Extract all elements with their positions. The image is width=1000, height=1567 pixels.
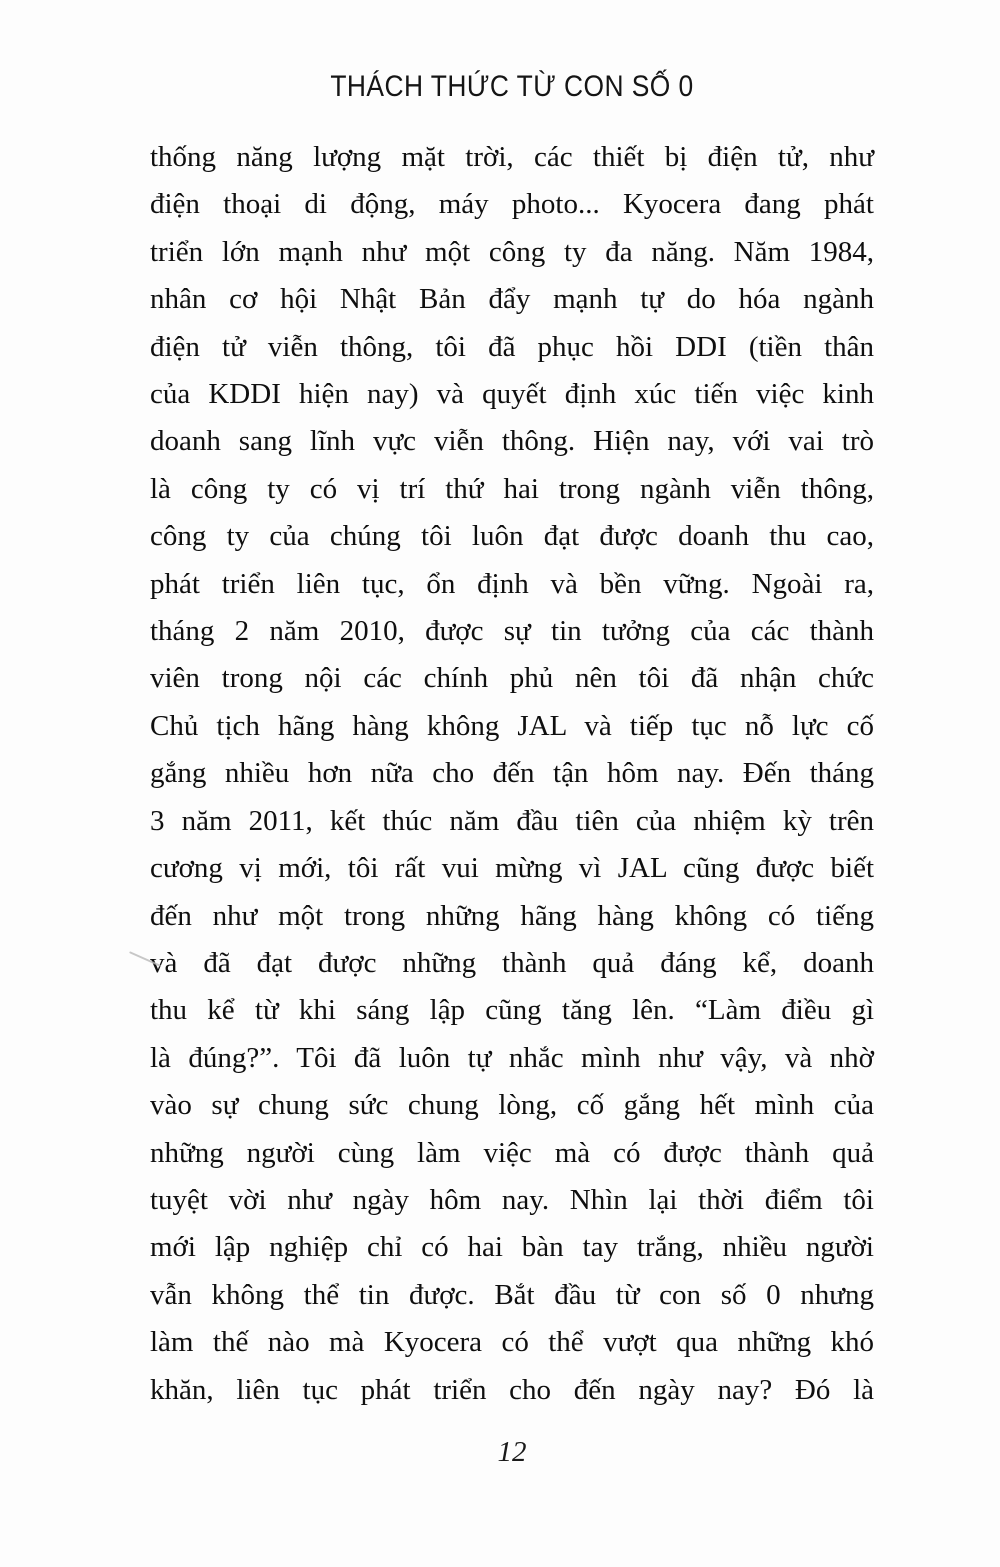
text-line: doanh sang lĩnh vực viễn thông. Hiện nay, với vai trò [150, 425, 874, 458]
text-line: triển lớn mạnh như một công ty đa năng. Năm 1984, [150, 235, 874, 268]
text-line: làm thế nào mà Kyocera có thể vượt qua những khó [150, 1326, 874, 1359]
body-text [150, 134, 874, 1414]
text-line: là đúng?”. Tôi đã luôn tự nhắc mình như vậy, và nhờ [150, 1041, 874, 1074]
text-line: khăn, liên tục phát triển cho đến ngày nay? Đó là [150, 1373, 874, 1406]
text-line: là công ty có vị trí thứ hai trong ngành viễn thông, [150, 472, 874, 505]
text-line: viên trong nội các chính phủ nên tôi đã nhận chức [150, 662, 874, 695]
text-line: vẫn không thể tin được. Bắt đầu từ con số 0 nhưng [150, 1278, 874, 1311]
text-line: mới lập nghiệp chỉ có hai bàn tay trắng, nhiều người [150, 1231, 874, 1264]
text-line: những người cùng làm việc mà có được thành quả [150, 1136, 874, 1169]
text-line: điện tử viễn thông, tôi đã phục hồi DDI (tiền thân [150, 330, 874, 363]
text-line: nhân cơ hội Nhật Bản đẩy mạnh tự do hóa ngành [150, 283, 874, 316]
text-line: Chủ tịch hãng hàng không JAL và tiếp tục nỗ lực cố [150, 709, 874, 742]
text-line: tháng 2 năm 2010, được sự tin tưởng của các thành [150, 615, 874, 648]
page-number: 12 [497, 1436, 527, 1468]
text-line: điện thoại di động, máy photo... Kyocera đang phát [150, 188, 874, 221]
text-line: gắng nhiều hơn nữa cho đến tận hôm nay. Đến tháng [150, 757, 874, 790]
text-line: 3 năm 2011, kết thúc năm đầu tiên của nhiệm kỳ trên [150, 804, 874, 837]
text-line: của KDDI hiện nay) và quyết định xúc tiến việc kinh [150, 378, 874, 411]
text-line: phát triển liên tục, ổn định và bền vững. Ngoài ra, [150, 567, 874, 600]
text-line: và đã đạt được những thành quả đáng kể, doanh [150, 946, 874, 979]
text-line: đến như một trong những hãng hàng không có tiếng [150, 899, 874, 932]
running-head: THÁCH THỨC TỪ CON SỐ 0 [330, 70, 694, 103]
text-line: vào sự chung sức chung lòng, cố gắng hết mình của [150, 1089, 874, 1122]
text-line: thống năng lượng mặt trời, các thiết bị điện tử, như [150, 141, 874, 173]
text-line: cương vị mới, tôi rất vui mừng vì JAL cũng được biết [150, 852, 874, 885]
text-line: thu kể từ khi sáng lập cũng tăng lên. “Làm điều gì [150, 994, 874, 1027]
text-line: tuyệt vời như ngày hôm nay. Nhìn lại thời điểm tôi [150, 1183, 874, 1216]
text-line: công ty của chúng tôi luôn đạt được doanh thu cao, [150, 520, 874, 553]
